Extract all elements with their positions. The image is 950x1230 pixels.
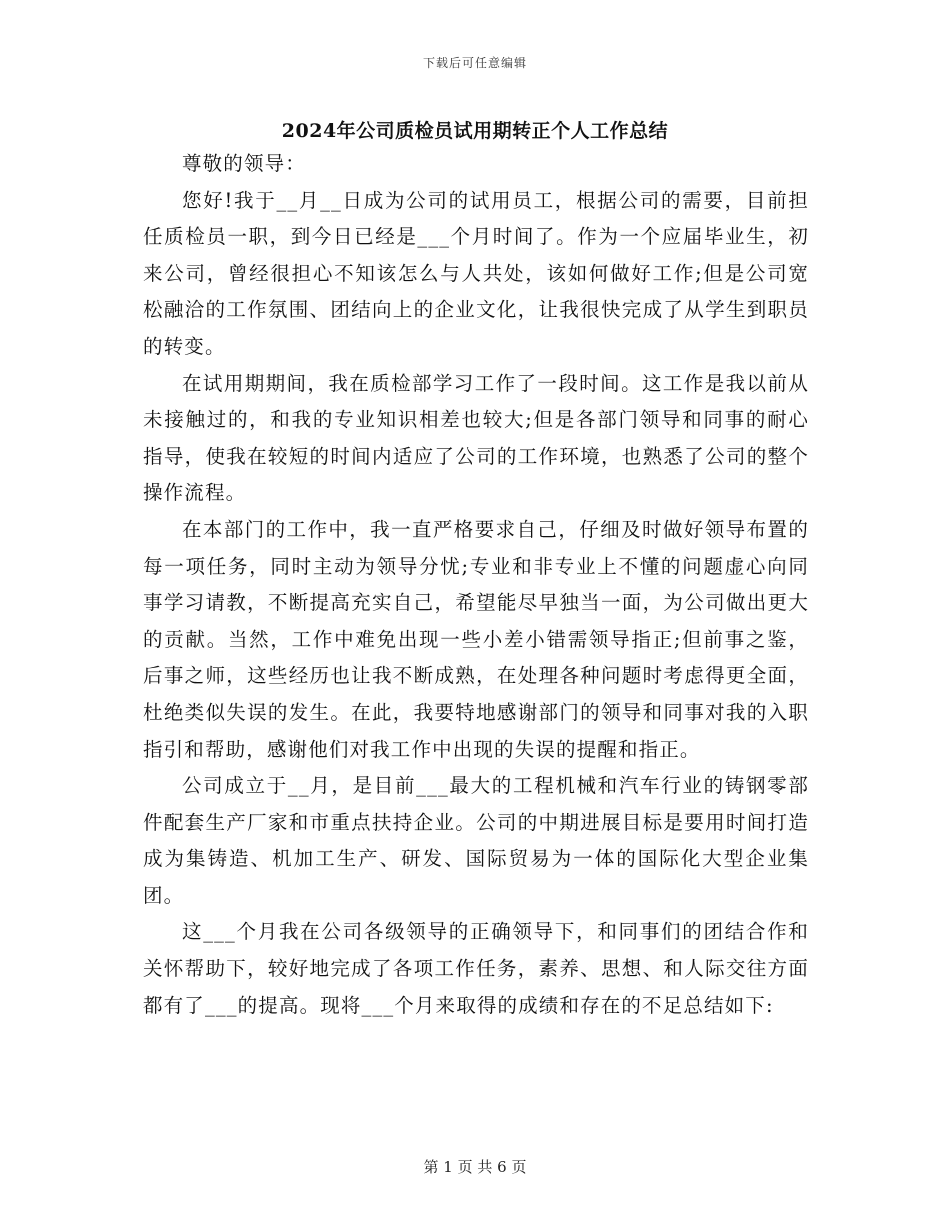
paragraph-1: 您好!我于__月__日成为公司的试用员工，根据公司的需要，目前担任质检员一职，到今日已经是___个月时间了。作为一个应届毕业生，初来公司，曾经很担心不知该怎么与人共处，该如何做好工作;但是公司宽松融洽的工作氛围、团结向上的企业文化，让我很快完成了从学生到职员的转变。 <box>143 188 809 358</box>
document-title: 2024年公司质检员试用期转正个人工作总结 <box>281 120 669 142</box>
page-footer: 第 1 页 共 6 页 <box>423 1158 527 1176</box>
salutation: 尊敬的领导： <box>182 152 306 175</box>
paragraph-5: 这___个月我在公司各级领导的正确领导下，和同事们的团结合作和关怀帮助下，较好地完成了各项工作任务，素养、思想、和人际交往方面都有了___的提高。现将___个月来取得的成绩和存在的不足总结如下: <box>143 920 809 1017</box>
paragraph-2: 在试用期期间，我在质检部学习工作了一段时间。这工作是我以前从未接触过的，和我的专业知识相差也较大;但是各部门领导和同事的耐心指导，使我在较短的时间内适应了公司的工作环境，也熟悉了公司的整个操作流程。 <box>143 371 809 505</box>
paragraph-3: 在本部门的工作中，我一直严格要求自己，仔细及时做好领导布置的每一项任务，同时主动为领导分忧;专业和非专业上不懂的问题虚心向同事学习请教，不断提高充实自己，希望能尽早独当一面，为公司做出更大的贡献。当然，工作中难免出现一些小差小错需领导指正;但前事之鉴，后事之师，这些经历也让我不断成熟，在处理各种问题时考虑得更全面，杜绝类似失误的发生。在此，我要特地感谢部门的领导和同事对我的入职指引和帮助，感谢他们对我工作中出现的失误的提醒和指正。 <box>143 517 809 761</box>
header-note: 下载后可任意编辑 <box>422 56 527 70</box>
paragraph-4: 公司成立于__月，是目前___最大的工程机械和汽车行业的铸钢零部件配套生产厂家和市重点扶持企业。公司的中期进展目标是要用时间打造成为集铸造、机加工生产、研发、国际贸易为一体的国际化大型企业集团。 <box>143 774 809 907</box>
document-body <box>143 146 809 1024</box>
